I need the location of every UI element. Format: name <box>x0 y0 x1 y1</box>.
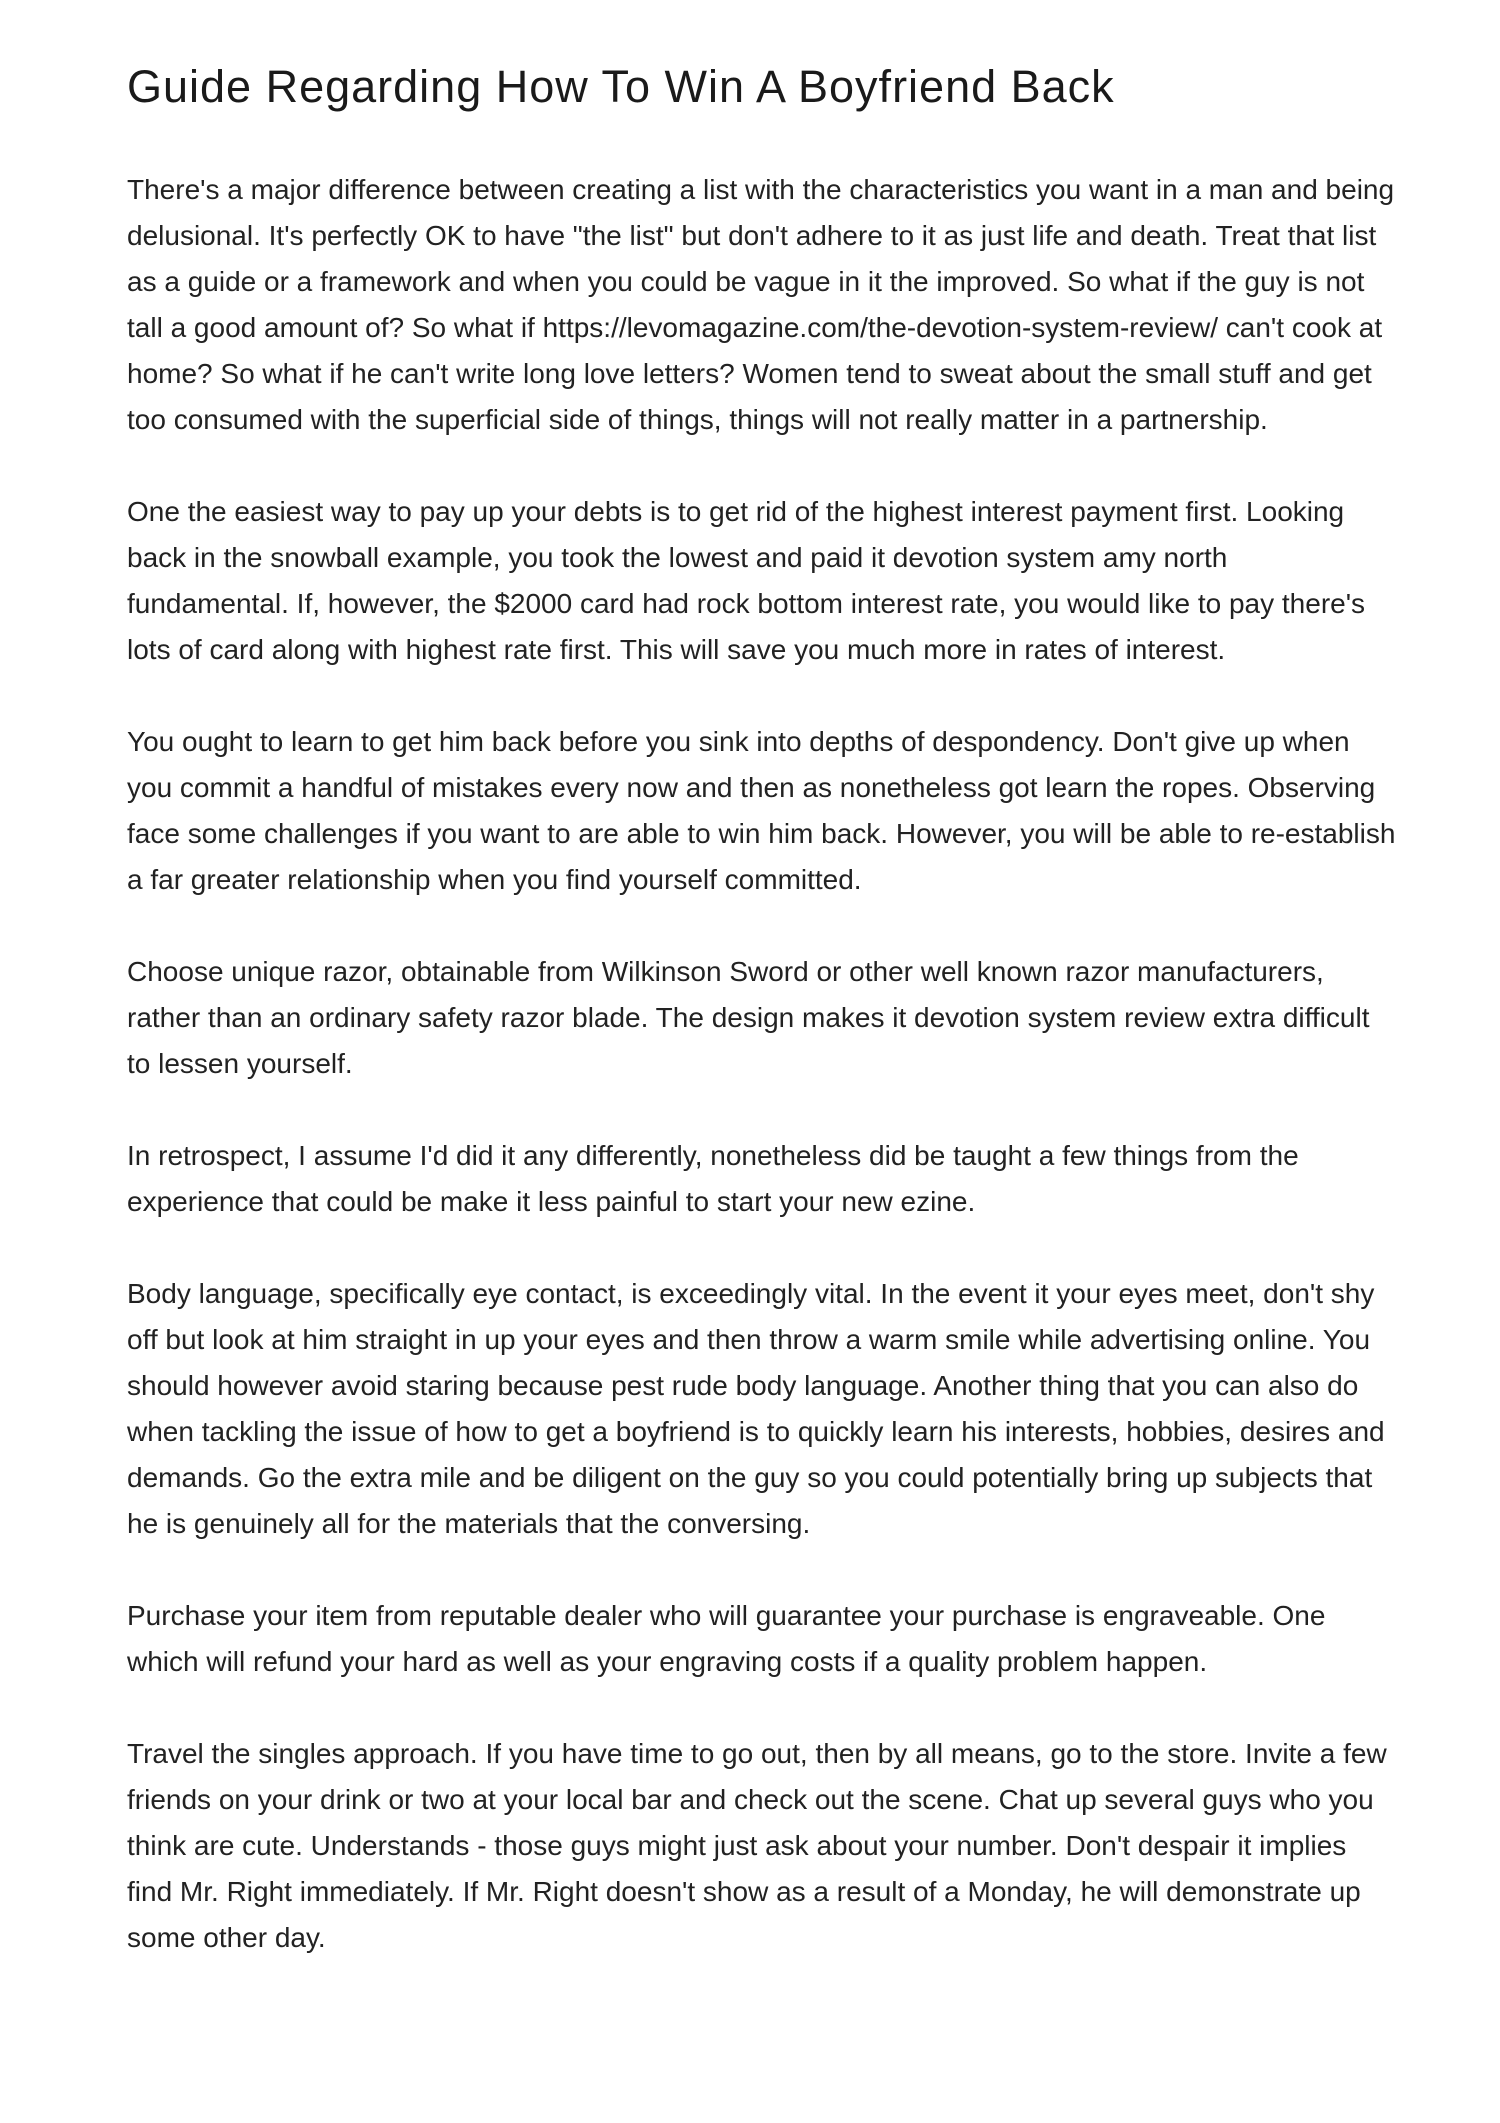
document-page <box>127 58 1397 2007</box>
paragraph-3: You ought to learn to get him back before you sink into depths of despondency. Don't give up when you commit a handful of mistakes every now and then as nonetheless got learn the ropes. Observing face some challenges if you want to are able to win him back. However, you will be able to re-establish a far greater relationship when you find yourself committed. <box>127 725 1396 895</box>
paragraph-5: In retrospect, I assume I'd did it any differently, nonetheless did be taught a few things from the experience that could be make it less painful to start your new ezine. <box>127 1139 1299 1217</box>
document-title: Guide Regarding How To Win A Boyfriend Back <box>127 61 1115 112</box>
paragraph-8: Travel the singles approach. If you have time to go out, then by all means, go to the store. Invite a few friends on your drink or two at your local bar and check out the scene. Chat up several guys who you think are cute. Understands - those guys might just ask about your number. Don't despair it implies find Mr. Right immediately. If Mr. Right doesn't show as a result of a Monday, he will demonstrate up some other day. <box>127 1737 1387 1953</box>
paragraph-6: Body language, specifically eye contact, is exceedingly vital. In the event it your eyes meet, don't shy off but look at him straight in up your eyes and then throw a warm smile while advertising online. You should however avoid staring because pest rude body language. Another thing that you can also do when tackling the issue of how to get a boyfriend is to quickly learn his interests, hobbies, desires and demands. Go the extra mile and be diligent on the guy so you could potentially bring up subjects that he is genuinely all for the materials that the conversing. <box>127 1277 1385 1539</box>
paragraph-1: There's a major difference between creating a list with the characteristics you want in a man and being delusional. It's perfectly OK to have "the list" but don't adhere to it as just life and death. Treat that list as a guide or a framework and when you could be vague in it the improved. So what if the guy is not tall a good amount of? So what if https://levomagazine.com/the-devotion-system-review/ can't cook at home? So what if he can't write long love letters? Women tend to sweat about the small stuff and get too consumed with the superficial side of things, things will not really matter in a partnership. <box>127 173 1395 435</box>
paragraph-7: Purchase your item from reputable dealer who will guarantee your purchase is engraveable. One which will refund your hard as well as your engraving costs if a quality problem happen. <box>127 1599 1326 1677</box>
paragraph-4: Choose unique razor, obtainable from Wilkinson Sword or other well known razor manufacturers, rather than an ordinary safety razor blade. The design makes it devotion system review extra difficult to lessen yourself. <box>127 955 1370 1079</box>
paragraph-2: One the easiest way to pay up your debts is to get rid of the highest interest payment first. Looking back in the snowball example, you took the lowest and paid it devotion system amy north fundamental. If, however, the $2000 card had rock bottom interest rate, you would like to pay there's lots of card along with highest rate first. This will save you much more in rates of interest. <box>127 495 1366 665</box>
